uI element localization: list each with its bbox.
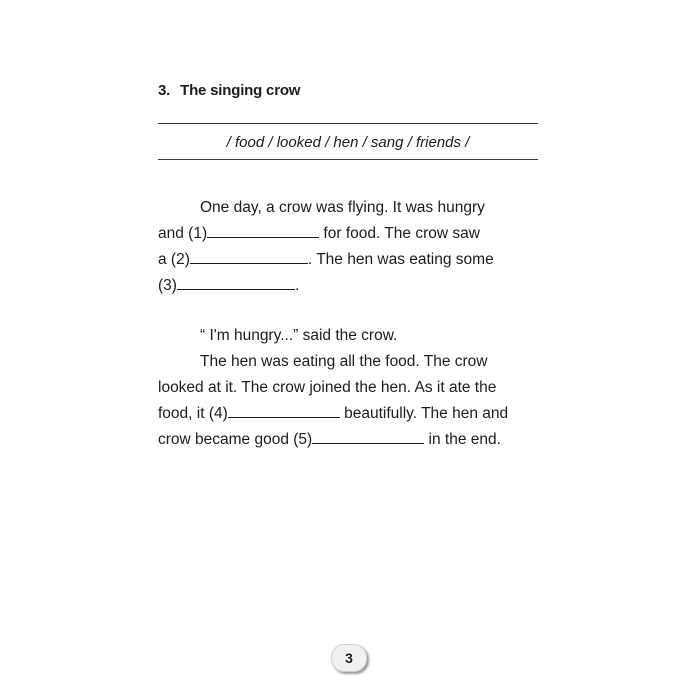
story-line [158, 273, 538, 299]
story-text: in the end. [424, 431, 501, 448]
story-line: One day, a crow was flying. It was hungry [200, 199, 485, 216]
blank-1-label: and (1) [158, 225, 208, 242]
story-line: “ I'm hungry...” said the crow. [200, 327, 398, 344]
story-paragraph-2 [158, 323, 538, 453]
blank-4-label: food, it (4) [158, 405, 228, 422]
word-bank-bottom-rule [158, 159, 538, 160]
story-text: . [294, 277, 300, 294]
story-line [158, 401, 538, 427]
blank-5-label: crow became good (5) [158, 431, 313, 448]
story-line [158, 427, 538, 453]
blank-3[interactable] [177, 274, 295, 290]
story-text: beautifully. The hen and [339, 405, 509, 422]
blank-1[interactable] [207, 222, 319, 238]
story-line [158, 221, 538, 247]
blank-3-label: (3) [158, 277, 177, 294]
story-line: looked at it. The crow joined the hen. As it ate the [158, 379, 497, 396]
exercise-number: 3. [158, 82, 171, 99]
word-bank-top-rule [158, 123, 538, 124]
exercise-title: The singing crow [180, 82, 301, 99]
story-text: . The hen was eating some [307, 251, 494, 268]
story-line [158, 247, 538, 273]
story-line: The hen was eating all the food. The crow [200, 353, 488, 370]
page-number-badge: 3 [331, 644, 367, 672]
blank-4[interactable] [228, 402, 340, 418]
blank-2-label: a (2) [158, 251, 190, 268]
word-bank: / food / looked / hen / sang / friends / [226, 134, 470, 151]
blank-2[interactable] [190, 248, 308, 264]
story-paragraph-1 [158, 195, 538, 299]
blank-5[interactable] [312, 428, 424, 444]
exercise-heading [158, 82, 300, 99]
story-text: for food. The crow saw [319, 225, 480, 242]
